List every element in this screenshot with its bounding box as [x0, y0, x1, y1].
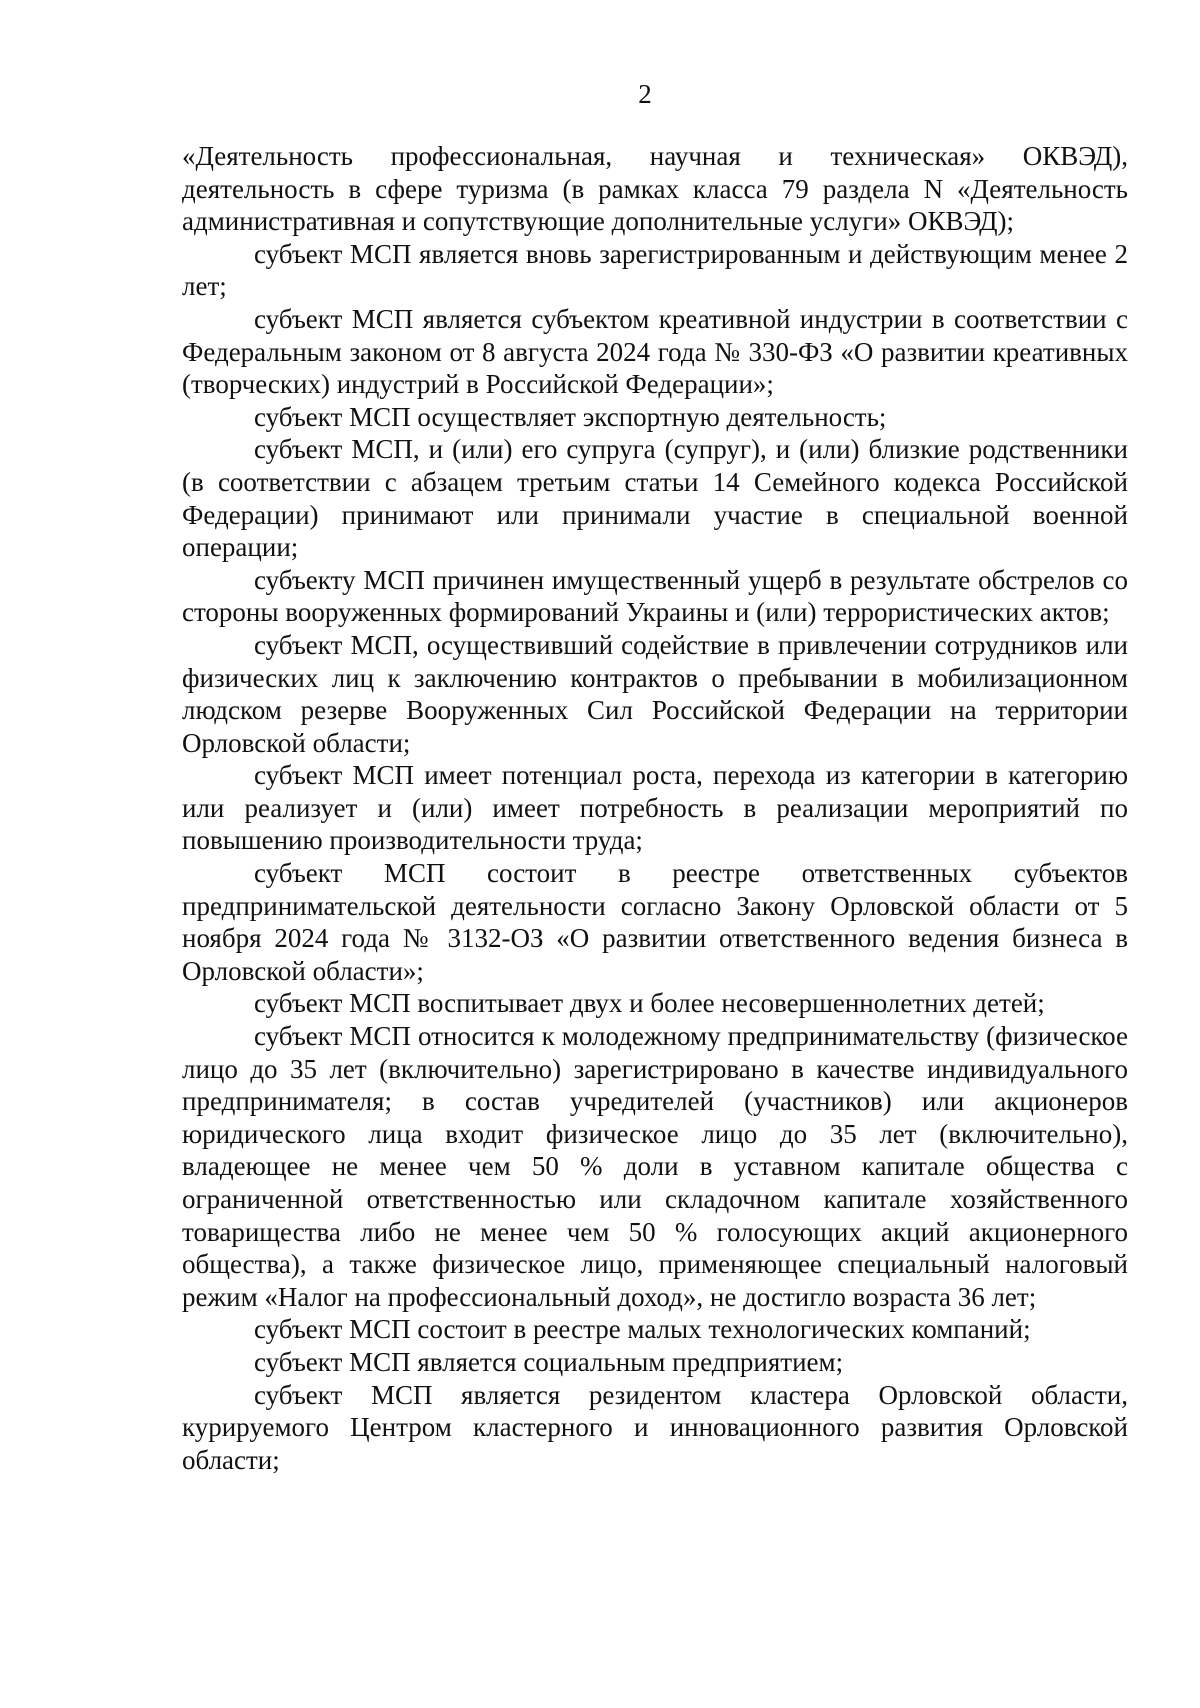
paragraph-military-operation: субъект МСП, и (или) его супруга (супруг), и (или) близкие родственники (в соответствии с абзацем третьим статьи 14 Семейного кодекса Российской Федерации) принимают или принимали участие в специальной военной операции;: [182, 434, 1128, 563]
paragraph-okved-activities: «Деятельность профессиональная, научная и техническая» ОКВЭД), деятельность в сфере туризма (в рамках класса 79 раздела N «Деятельность административная и сопутствующие дополнительные услуги» ОКВЭД);: [182, 141, 1128, 237]
paragraph-children: субъект МСП воспитывает двух и более несовершеннолетних детей;: [254, 988, 1045, 1019]
paragraph-creative-industry: субъект МСП является субъектом креативной индустрии в соответствии с Федеральным законом от 8 августа 2024 года № 330-ФЗ «О развитии креативных (творческих) индустрий в Российской Федерации»;: [182, 303, 1128, 400]
paragraph-responsible-registry: субъект МСП состоит в реестре ответственных субъектов предпринимательской деятельности согласно Закону Орловской области от 5 ноября 2024 года № 3132-ОЗ «О развитии ответственного ведения бизнеса в Орловской области»;: [182, 858, 1128, 986]
paragraph-cluster-resident: субъект МСП является резидентом кластера Орловской области, курируемого Центром кластерного и инновационного развития Орловской области;: [182, 1379, 1128, 1475]
paragraph-tech-companies: субъект МСП состоит в реестре малых технологических компаний;: [254, 1314, 1031, 1345]
paragraph-property-damage: субъекту МСП причинен имущественный ущерб в результате обстрелов со стороны вооруженных формирований Украины и (или) террористических актов;: [182, 564, 1128, 628]
paragraph-social-enterprise: субъект МСП является социальным предприятием;: [254, 1346, 844, 1377]
paragraph-mobilization-reserve: субъект МСП, осуществивший содействие в привлечении сотрудников или физических лиц к заключению контрактов о пребывании в мобилизационном людском резерве Вооруженных Сил Российской Федерации на территории Орловской области;: [182, 629, 1128, 758]
page-number: 2: [638, 79, 652, 109]
paragraph-newly-registered: субъект МСП является вновь зарегистрированным и действующим менее 2 лет;: [182, 238, 1128, 302]
paragraph-export: субъект МСП осуществляет экспортную деятельность;: [254, 401, 887, 432]
paragraph-youth-entrepreneurship: субъект МСП относится к молодежному предпринимательству (физическое лицо до 35 лет (включительно) зарегистрировано в качестве индивидуального предпринимателя; в состав учредителей (участников) или акционеров юридического лица входит физическое лицо до 35 лет (включительно), владеющее не менее чем 50 % доли в уставном капитале общества с ограниченной ответственностью или складочном капитале хозяйственного товарищества либо не менее чем 50 % голосующих акций акционерного общества), а также физическое лицо, применяющее специальный налоговый режим «Налог на профессиональный доход», не достигло возраста 36 лет;: [182, 1021, 1128, 1312]
document-body: [182, 140, 1128, 1476]
paragraph-growth-potential: субъект МСП имеет потенциал роста, перехода из категории в категорию или реализует и (или) имеет потребность в реализации мероприятий по повышению производительности труда;: [182, 760, 1128, 856]
